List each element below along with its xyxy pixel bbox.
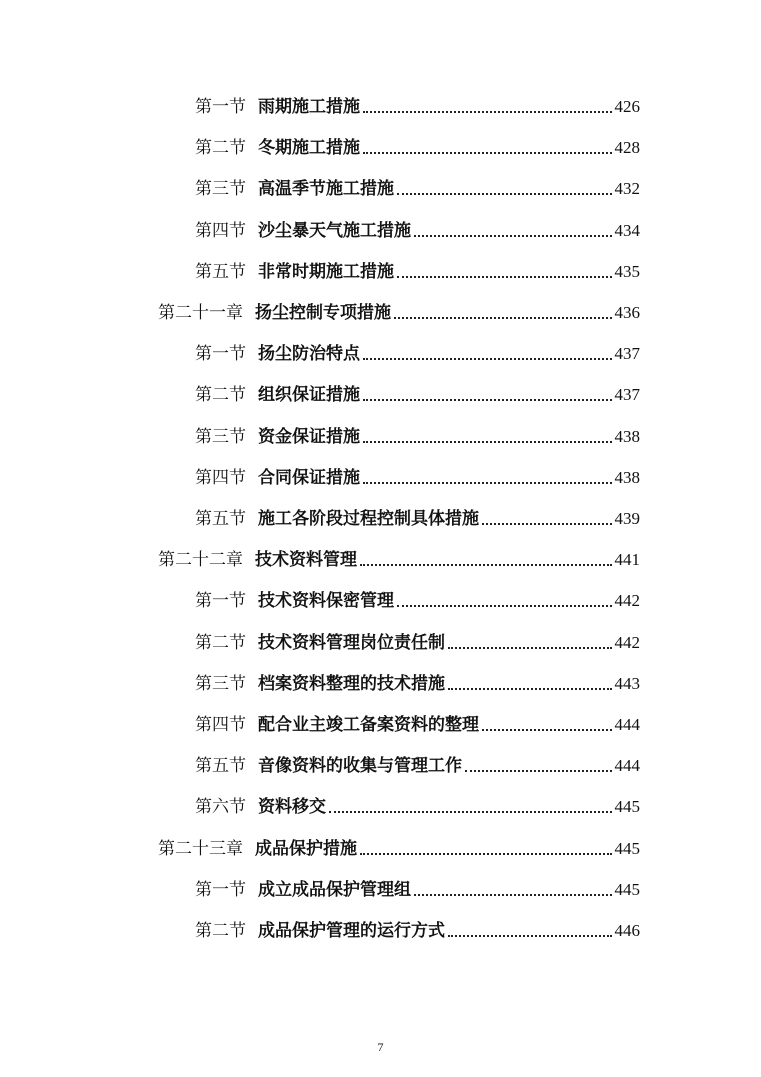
- toc-entry-number: 第二十一章: [158, 303, 243, 323]
- toc-entry[interactable]: [158, 543, 640, 571]
- dot-leader: [329, 810, 612, 813]
- dot-leader: [397, 192, 612, 195]
- toc-entry[interactable]: [195, 708, 640, 736]
- toc-entry[interactable]: [195, 378, 640, 406]
- toc-entry-page: 437: [614, 385, 640, 405]
- toc-entry-title: 冬期施工措施: [258, 138, 360, 159]
- toc-entry-title: 档案资料整理的技术措施: [258, 673, 445, 694]
- toc-entry-number: 第一节: [195, 591, 246, 612]
- toc-entry[interactable]: [195, 461, 640, 489]
- toc-entry-number: 第三节: [195, 179, 246, 200]
- toc-entry[interactable]: [195, 790, 640, 818]
- toc-entry-title: 成立成品保护管理组: [258, 879, 411, 900]
- toc-entry-number: 第二十二章: [158, 550, 243, 571]
- dot-leader: [448, 934, 612, 937]
- toc-entry-page: 438: [614, 426, 640, 446]
- toc-entry-page: 442: [614, 632, 640, 652]
- toc-entry[interactable]: [195, 873, 640, 901]
- toc-entry-number: 第五节: [195, 261, 246, 282]
- toc-entry-page: 443: [614, 673, 640, 693]
- toc-entry[interactable]: [195, 626, 640, 654]
- dot-leader: [448, 687, 612, 690]
- toc-entry[interactable]: [195, 131, 640, 159]
- toc-entry-title: 扬尘防治特点: [258, 344, 360, 365]
- toc-entry[interactable]: [158, 296, 640, 324]
- toc-entry-number: 第一节: [195, 879, 246, 900]
- dot-leader: [414, 893, 612, 896]
- dot-leader: [363, 398, 612, 401]
- toc-entry-page: 445: [614, 879, 640, 899]
- toc-entry-number: 第二节: [195, 385, 246, 406]
- toc-entry[interactable]: [195, 172, 640, 200]
- toc-entry-number: 第五节: [195, 756, 246, 777]
- toc-entry-page: 439: [614, 509, 640, 528]
- toc-entry-page: 438: [614, 467, 640, 487]
- toc-entry-number: 第二节: [195, 138, 246, 159]
- dot-leader: [363, 440, 612, 443]
- dot-leader: [482, 522, 612, 525]
- dot-leader: [397, 275, 612, 278]
- page-number: 7: [377, 1040, 384, 1054]
- toc-entry-page: 426: [614, 97, 640, 116]
- toc-entry-page: 441: [614, 550, 640, 570]
- toc-entry[interactable]: [195, 584, 640, 612]
- toc-entry[interactable]: [195, 90, 640, 118]
- toc-entry[interactable]: [195, 255, 640, 283]
- toc-entry-number: 第一节: [195, 344, 246, 365]
- toc-entry-title: 组织保证措施: [258, 385, 360, 406]
- toc-entry-title: 施工各阶段过程控制具体措施: [258, 509, 479, 529]
- dot-leader: [360, 563, 612, 566]
- toc-entry-title: 扬尘控制专项措施: [255, 303, 391, 323]
- dot-leader: [363, 481, 612, 484]
- toc-entry-title: 成品保护措施: [255, 838, 357, 859]
- toc-entry-page: 446: [614, 921, 640, 940]
- toc-entry[interactable]: [195, 749, 640, 777]
- toc-entry-title: 高温季节施工措施: [258, 179, 394, 200]
- dot-leader: [465, 769, 612, 772]
- toc-entry-number: 第四节: [195, 715, 246, 735]
- dot-leader: [397, 604, 612, 607]
- dot-leader: [448, 646, 612, 649]
- toc-entry[interactable]: [195, 337, 640, 365]
- toc-entry-page: 445: [614, 838, 640, 858]
- toc-entry-title: 成品保护管理的运行方式: [258, 921, 445, 941]
- dot-leader: [363, 151, 612, 154]
- toc-entry-number: 第二十三章: [158, 838, 243, 859]
- toc-entry-page: 445: [614, 797, 640, 817]
- toc-entry-page: 442: [614, 591, 640, 611]
- dot-leader: [363, 110, 612, 113]
- toc-entry-title: 技术资料管理: [255, 550, 357, 571]
- toc-entry-title: 配合业主竣工备案资料的整理: [258, 715, 479, 735]
- toc-entry-page: 444: [614, 715, 640, 734]
- toc-entry-number: 第四节: [195, 467, 246, 488]
- toc-entry-page: 428: [614, 138, 640, 158]
- toc-entry-title: 资料移交: [258, 797, 326, 818]
- toc-entry[interactable]: [158, 832, 640, 860]
- dot-leader: [482, 728, 612, 731]
- dot-leader: [414, 234, 612, 237]
- toc-entry-page: 437: [614, 344, 640, 364]
- toc-entry-title: 雨期施工措施: [258, 97, 360, 117]
- toc-entry-number: 第二节: [195, 632, 246, 653]
- toc-entry-title: 音像资料的收集与管理工作: [258, 756, 462, 777]
- toc-entry-number: 第三节: [195, 426, 246, 447]
- toc-entry-title: 资金保证措施: [258, 426, 360, 447]
- toc-entry-number: 第六节: [195, 797, 246, 818]
- toc-entry-title: 技术资料管理岗位责任制: [258, 632, 445, 653]
- toc-entry-title: 非常时期施工措施: [258, 261, 394, 282]
- dot-leader: [394, 316, 612, 319]
- toc-entry[interactable]: [195, 502, 640, 530]
- toc-entry-title: 沙尘暴天气施工措施: [258, 220, 411, 241]
- toc-entry[interactable]: [195, 214, 640, 242]
- toc-entry[interactable]: [195, 667, 640, 695]
- toc-entry-number: 第二节: [195, 921, 246, 941]
- dot-leader: [363, 357, 612, 360]
- toc-entry-page: 436: [614, 303, 640, 322]
- toc-entry-title: 技术资料保密管理: [258, 591, 394, 612]
- toc-entry-title: 合同保证措施: [258, 467, 360, 488]
- toc-entry-number: 第四节: [195, 220, 246, 241]
- toc-entry-number: 第三节: [195, 673, 246, 694]
- toc-entry-number: 第一节: [195, 97, 246, 117]
- toc-entry[interactable]: [195, 420, 640, 448]
- toc-entry-page: 444: [614, 756, 640, 776]
- toc-entry-page: 432: [614, 179, 640, 199]
- toc-entry-page: 434: [614, 220, 640, 240]
- toc-entry[interactable]: [195, 914, 640, 942]
- toc-entry-page: 435: [614, 261, 640, 281]
- toc-entry-number: 第五节: [195, 509, 246, 529]
- dot-leader: [360, 852, 612, 855]
